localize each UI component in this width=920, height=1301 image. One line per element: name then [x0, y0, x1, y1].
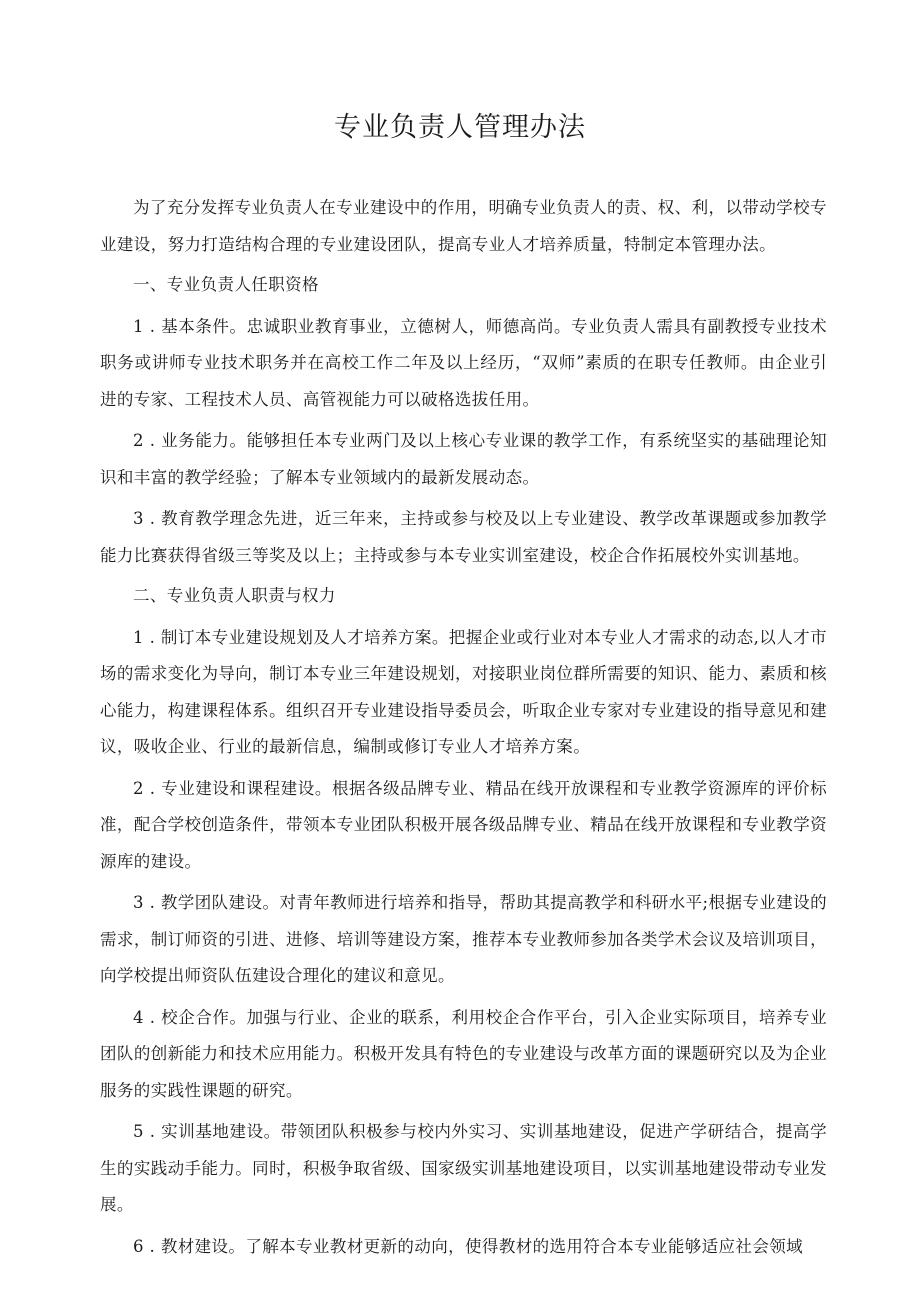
list-item: 4 . 校企合作。加强与行业、企业的联系，利用校企合作平台，引入企业实际项目，培养专业团队的创新能力和技术应用能力。积极开发具有特色的专业建设与改革方面的课题研究以及为企业服务的实践性课题的研究。 [100, 1007, 827, 1100]
section-heading-qualifications: 一、专业负责人任职资格 [133, 275, 319, 294]
list-item: 3 . 教学团队建设。对青年教师进行培养和指导，帮助其提高教学和科研水平;根据专业建设的需求，制订师资的引进、进修、培训等建设方案，推荐本专业教师参加各类学术会议及培训项目，向学校提出师资队伍建设合理化的建议和意见。 [100, 893, 827, 985]
list-item: 2 . 专业建设和课程建设。根据各级品牌专业、精品在线开放课程和专业教学资源库的评价标准，配合学校创造条件，带领本专业团队积极开展各级品牌专业、精品在线开放课程和专业教学资源库的建设。 [100, 778, 827, 871]
intro-paragraph: 为了充分发挥专业负责人在专业建设中的作用，明确专业负责人的责、权、利，以带动学校专业建设，努力打造结构合理的专业建设团队，提高专业人才培养质量，特制定本管理办法。 [100, 198, 827, 254]
list-item: 1 . 制订本专业建设规划及人才培养方案。把握企业或行业对本专业人才需求的动态,以人才市场的需求变化为导向，制订本专业三年建设规划，对接职业岗位群所需要的知识、能力、素质和核心能力，构建课程体系。组织召开专业建设指导委员会，听取企业专家对专业建设的指导意见和建议，吸收企业、行业的最新信息，编制或修订专业人才培养方案。 [100, 627, 827, 756]
document-body [100, 190, 827, 1265]
list-item: 1 . 基本条件。忠诚职业教育事业，立德树人，师德高尚。专业负责人需具有副教授专业技术职务或讲师专业技术职务并在高校工作二年及以上经历，“双师”素质的在职专任教师。由企业引进的专家、工程技术人员、高管视能力可以破格选拔任用。 [100, 316, 827, 409]
list-item: 6 . 教材建设。了解本专业教材更新的动向，使得教材的选用符合本专业能够适应社会领域 [133, 1236, 804, 1256]
list-item: 2 . 业务能力。能够担任本专业两门及以上核心专业课的教学工作，有系统坚实的基础理论知识和丰富的教学经验；了解本专业领域内的最新发展动态。 [100, 431, 827, 487]
section-heading-duties: 二、专业负责人职责与权力 [133, 586, 336, 605]
list-item: 5 . 实训基地建设。带领团队积极参与校内外实习、实训基地建设，促进产学研结合，提高学生的实践动手能力。同时，积极争取省级、国家级实训基地建设项目，以实训基地建设带动专业发展。 [100, 1122, 827, 1214]
list-item: 3 . 教育教学理念先进，近三年来，主持或参与校及以上专业建设、教学改革课题或参加教学能力比赛获得省级三等奖及以上；主持或参与本专业实训室建设，校企合作拓展校外实训基地。 [100, 509, 827, 565]
document-title: 专业负责人管理办法 [334, 112, 586, 143]
